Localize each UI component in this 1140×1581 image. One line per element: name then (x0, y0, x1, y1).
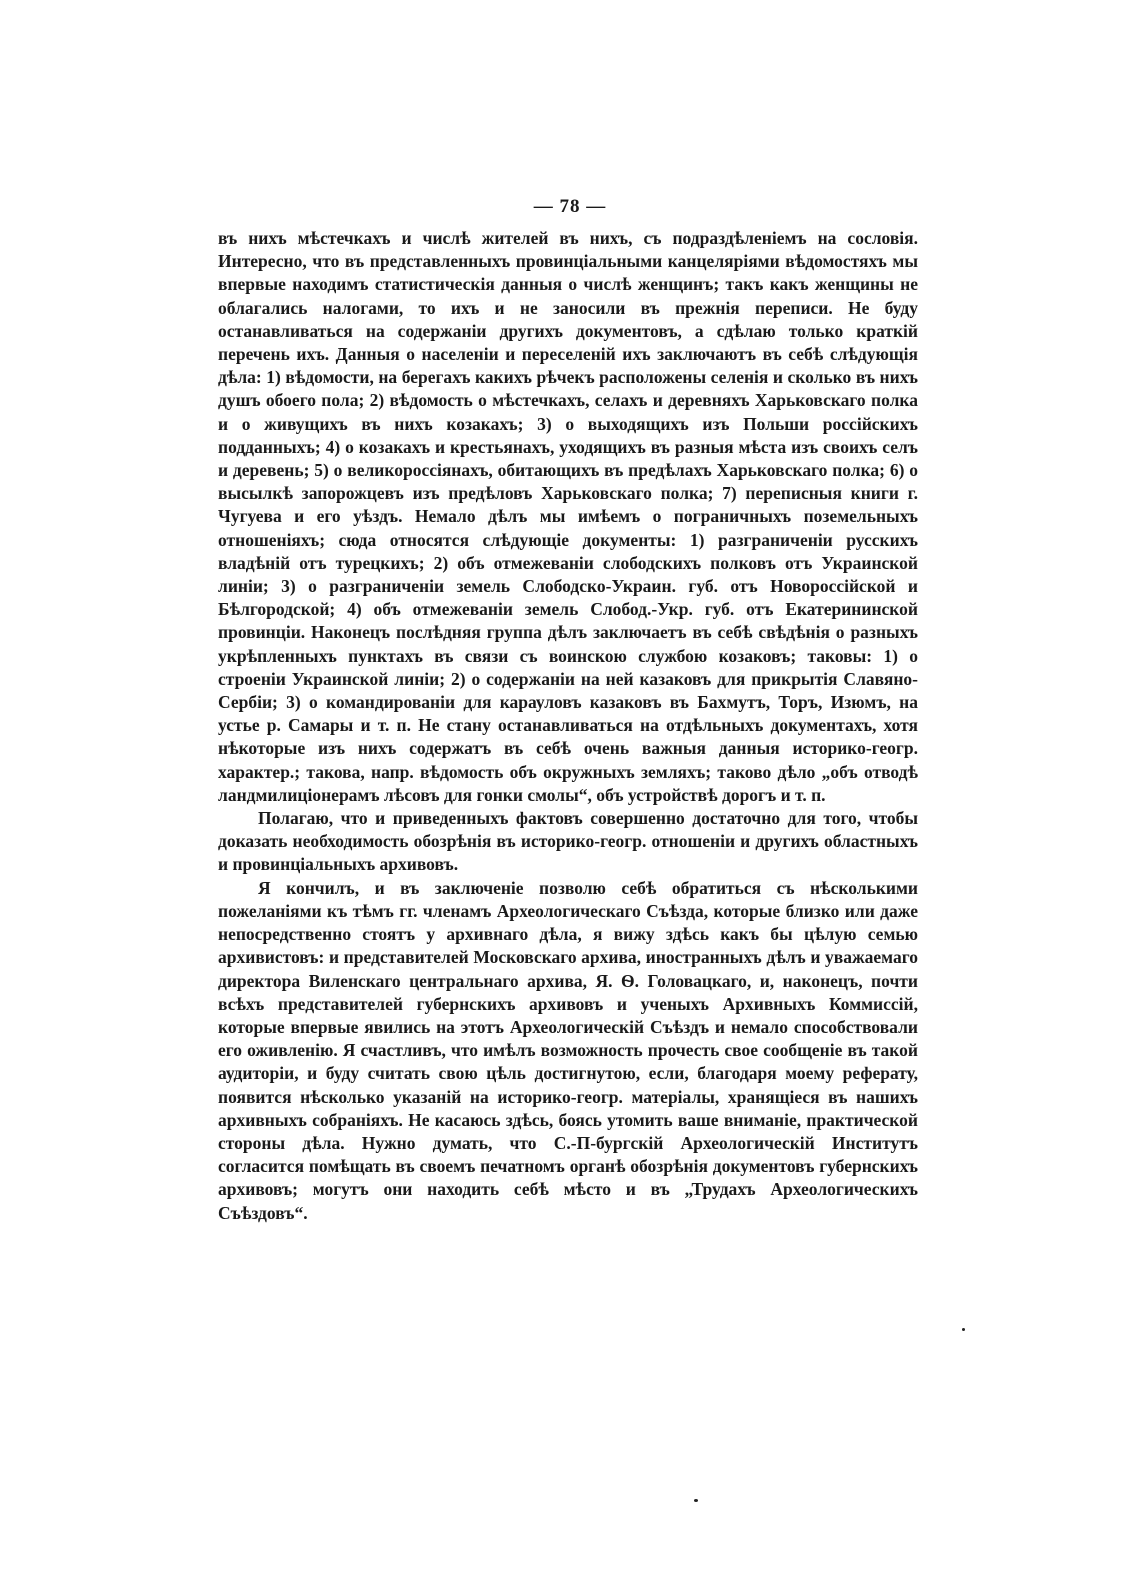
body-text (218, 227, 918, 1225)
paragraph-continued: въ нихъ мѣстечкахъ и числѣ жителей въ нихъ, съ подраздѣленіемъ на сословія. Интересно, что въ представленныхъ провинціальными канцеляріями вѣдомостяхъ мы впервые находимъ статистическія данныя о числѣ женщинъ; такъ какъ женщины не облагались налогами, то ихъ и не заносили въ прежнія переписи. Не буду останавливаться на содержаніи другихъ документовъ, а сдѣлаю только краткій перечень ихъ. Данныя о населеніи и переселеній ихъ заключаютъ въ себѣ слѣдующія дѣла: 1) вѣдомости, на берегахъ какихъ рѣчекъ расположены селенія и сколько въ нихъ душъ обоего пола; 2) вѣдомость о мѣстечкахъ, селахъ и деревняхъ Харьковскаго полка и о живущихъ въ нихъ козакахъ; 3) о выходящихъ изъ Польши россійскихъ подданныхъ; 4) о козакахъ и крестьянахъ, уходящихъ въ разныя мѣста изъ своихъ селъ и деревень; 5) о великороссіянахъ, обитающихъ въ предѣлахъ Харьковскаго полка; 6) о высылкѣ запорожцевъ изъ предѣловъ Харьковскаго полка; 7) переписныя книги г. Чугуева и его уѣздъ. Немало дѣлъ мы имѣемъ о пограничныхъ поземельныхъ отношеніяхъ; сюда относятся слѣдующіе документы: 1) разграниченіи русскихъ владѣній отъ турецкихъ; 2) объ отмежеваніи слободскихъ полковъ отъ Украинской линіи; 3) о разграниченіи земель Слободско-Украин. губ. отъ Новороссійской и Бѣлгородской; 4) объ отмежеваніи земель Слобод.-Укр. губ. отъ Екатерининской провинціи. Наконецъ послѣдняя группа дѣлъ заключаетъ въ себѣ свѣдѣнія о разныхъ укрѣпленныхъ пунктахъ въ связи съ воинскою службою козаковъ; таковы: 1) о строеніи Украинской линіи; 2) о содержаніи на ней казаковъ для прикрытія Славяно-Сербіи; 3) о командированіи для карауловъ казаковъ въ Бахмутъ, Торъ, Изюмъ, на устье р. Самары и т. п. Не стану останавливаться на отдѣльныхъ документахъ, хотя нѣкоторые изъ нихъ содержатъ въ себѣ очень важныя данныя историко-геогр. характер.; такова, напр. вѣдомость объ окружныхъ земляхъ; таково дѣло „объ отводѣ ландмилиціонерамъ лѣсовъ для гонки смолы“, объ устройствѣ дорогъ и т. п. (218, 228, 918, 805)
paragraph-conclusion: Полагаю, что и приведенныхъ фактовъ совершенно достаточно для того, чтобы доказать необходимость обозрѣнія въ историко-геогр. отношеніи и другихъ областныхъ и провинціальныхъ архивовъ. (218, 808, 918, 875)
paragraph-closing: Я кончилъ, и въ заключеніе позволю себѣ обратиться съ нѣсколькими пожеланіями къ тѣмъ гг. членамъ Археологическаго Съѣзда, которые близко или даже непосредственно стоятъ у архивнаго дѣла, я вижу здѣсь какъ бы цѣлую семью архивистовъ: и представителей Московскаго архива, иностранныхъ дѣлъ и уважаемаго директора Виленскаго центральнаго архива, Я. Ѳ. Головацкаго, и, наконецъ, почти всѣхъ представителей губернскихъ архивовъ и ученыхъ Архивныхъ Коммиссій, которые впервые явились на этотъ Археологическій Съѣздъ и немало способствовали его оживленію. Я счастливъ, что имѣлъ возможность прочесть свое сообщеніе въ такой аудиторіи, и буду считать свою цѣль достигнутою, если, благодаря моему реферату, появится нѣсколько указаній на историко-геогр. матеріалы, хранящіеся въ нашихъ архивныхъ собраніяхъ. Не касаюсь здѣсь, боясь утомить ваше вниманіе, практической стороны дѣла. Нужно думать, что С.-П-бургскій Археологическій Институтъ согласится помѣщать въ своемъ печатномъ органѣ обозрѣнія документовъ губернскихъ архивовъ; могутъ они находить себѣ мѣсто и въ „Трудахъ Археологическихъ Съѣздовъ“. (218, 877, 918, 1223)
page-number: — 78 — (533, 196, 607, 217)
scan-speck (962, 1328, 965, 1331)
scan-speck (694, 1499, 698, 1502)
